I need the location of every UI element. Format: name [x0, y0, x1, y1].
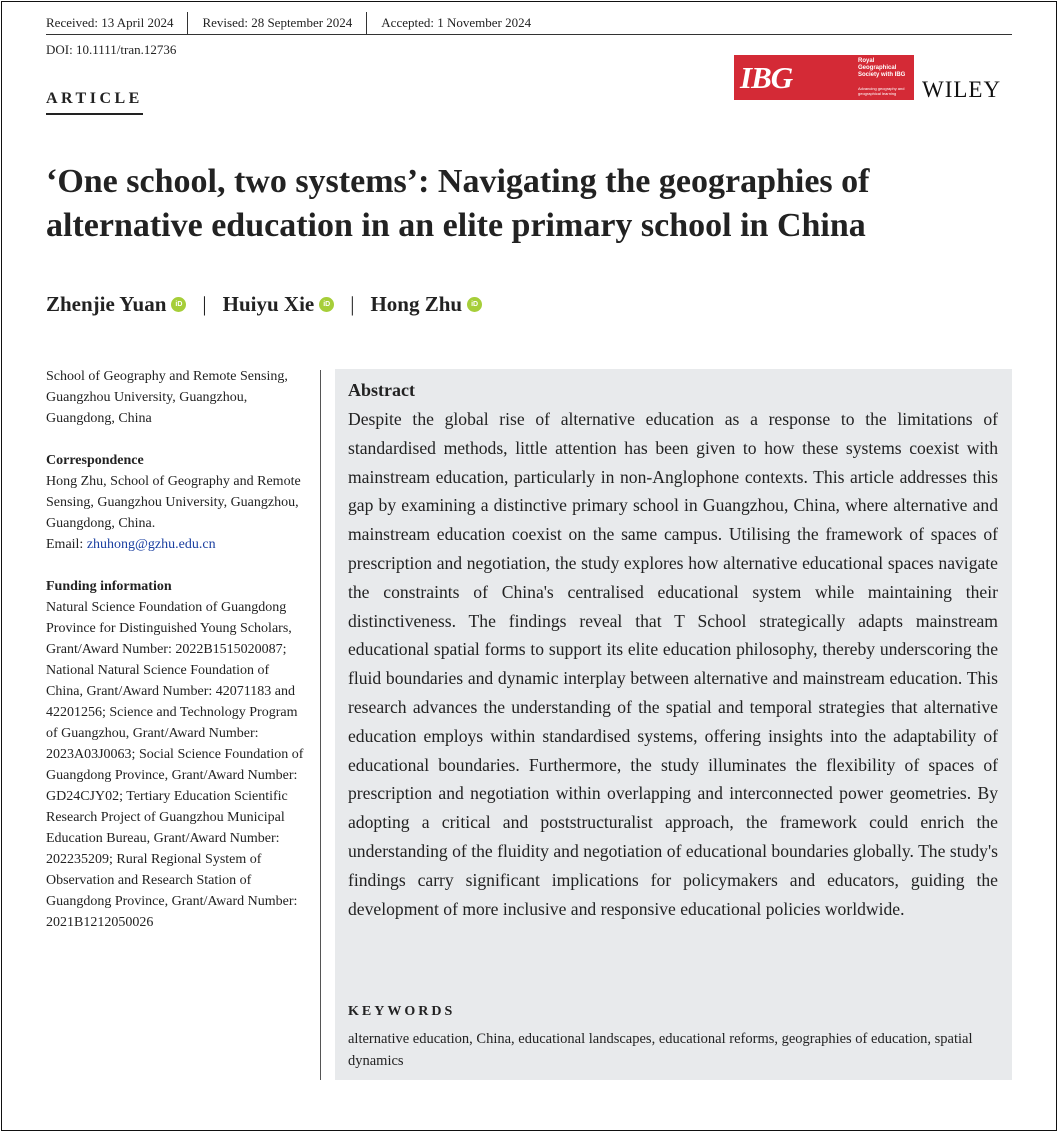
abstract-heading: Abstract	[348, 380, 415, 400]
rgs-ibg-logo	[734, 55, 914, 100]
orcid-icon[interactable]: iD	[171, 297, 186, 312]
sidebar-divider	[320, 370, 321, 1080]
orcid-icon[interactable]: iD	[467, 297, 482, 312]
publication-dates	[46, 12, 531, 34]
date-divider	[187, 12, 188, 34]
abstract-text: Despite the global rise of alternative education as a response to the limitations of standardised methods, little attention has been given to how these systems coexist with mainstream education, particularly in non-Anglophone contexts. This article addresses this gap by examining a distinctive primary school in Guangzhou, China, where alternative and mainstream education coexist on the same campus. Utilising the framework of spaces of prescription and negotiation, the study explores how alternative educational spaces navigate the constraints of China's centralised educational system while maintaining their distinctiveness. The findings reveal that T School strategically adapts mainstream educational spatial forms to support its elite education philosophy, thereby underscoring the fluid boundaries and dynamic interplay between alternative and mainstream education. This research advances the understanding of the spatial and temporal strategies that alternative education employs within standardised systems, offering insights into the adaptability of educational boundaries. Furthermore, the study illuminates the flexibility of spaces of prescription and negotiation within overlapping and interconnected power geometries. By adopting a critical and poststructuralist approach, the framework could enrich the understanding of the fluidity and negotiation of educational boundaries globally. The study's findings carry significant implications for policymakers and educators, guiding the development of more inclusive and responsive educational policies worldwide.	[348, 409, 998, 919]
correspondence-email	[46, 534, 308, 555]
author-list	[46, 292, 482, 317]
email-label: Email:	[46, 537, 87, 552]
received-date: Received: 13 April 2024	[46, 15, 174, 30]
keywords-heading: KEYWORDS	[348, 1004, 456, 1019]
author[interactable]	[370, 292, 482, 317]
email-link[interactable]: zhuhong@gzhu.edu.cn	[86, 537, 216, 552]
rgs-logo-tagline: Advancing geography and geographical learning	[858, 86, 905, 96]
article-sidebar	[46, 366, 308, 933]
correspondence-text: Hong Zhu, School of Geography and Remote Sensing, Guangzhou University, Guangzhou, Guangdong, China.	[46, 474, 301, 531]
author-name[interactable]: Hong Zhu	[370, 292, 463, 316]
article-type-label: ARTICLE	[46, 90, 143, 115]
author-separator: |	[202, 292, 207, 316]
correspondence-heading: Correspondence	[46, 453, 144, 468]
orcid-icon[interactable]: iD	[319, 297, 334, 312]
revised-date: Revised: 28 September 2024	[202, 15, 353, 30]
date-divider	[366, 12, 367, 34]
article-title: ‘One school, two systems’: Navigating the geographies of alternative education in an elite primary school in China	[46, 163, 870, 244]
author[interactable]	[46, 292, 186, 317]
affiliation: School of Geography and Remote Sensing, Guangzhou University, Guangzhou, Guangdong, China	[46, 369, 288, 426]
funding-heading: Funding information	[46, 579, 172, 594]
accepted-date: Accepted: 1 November 2024	[381, 15, 532, 30]
author-name[interactable]: Zhenjie Yuan	[46, 292, 167, 316]
keywords-list: alternative education, China, educational landscapes, educational reforms, geographies of education, spatial dynamics	[348, 1031, 973, 1069]
wiley-logo: WILEY	[922, 77, 1002, 102]
doi: DOI: 10.1111/tran.12736	[46, 42, 177, 57]
ibg-logo-letters: IBG	[740, 60, 793, 95]
author-name[interactable]: Huiyu Xie	[222, 292, 315, 316]
author[interactable]	[223, 292, 335, 317]
header-rule	[46, 34, 1012, 35]
rgs-logo-text: Royal Geographical Society with IBG	[858, 58, 906, 78]
author-separator: |	[350, 292, 355, 316]
funding-text: Natural Science Foundation of Guangdong Province for Distinguished Young Scholars, Grant/Award Number: 2022B1515020087; National Natural Science Foundation of China, Grant/Award Number: 42071183 and 42201256; Science and Technology Program of Guangzhou, Grant/Award Number: 2023A03J0063; Social Science Foundation of Guangdong Province, Grant/Award Number: GD24CJY02; Tertiary Education Scientific Research Project of Guangzhou Municipal Education Bureau, Grant/Award Number: 202235209; Rural Regional System of Observation and Research Station of Guangdong Province, Grant/Award Number: 2021B1212050026	[46, 600, 304, 930]
